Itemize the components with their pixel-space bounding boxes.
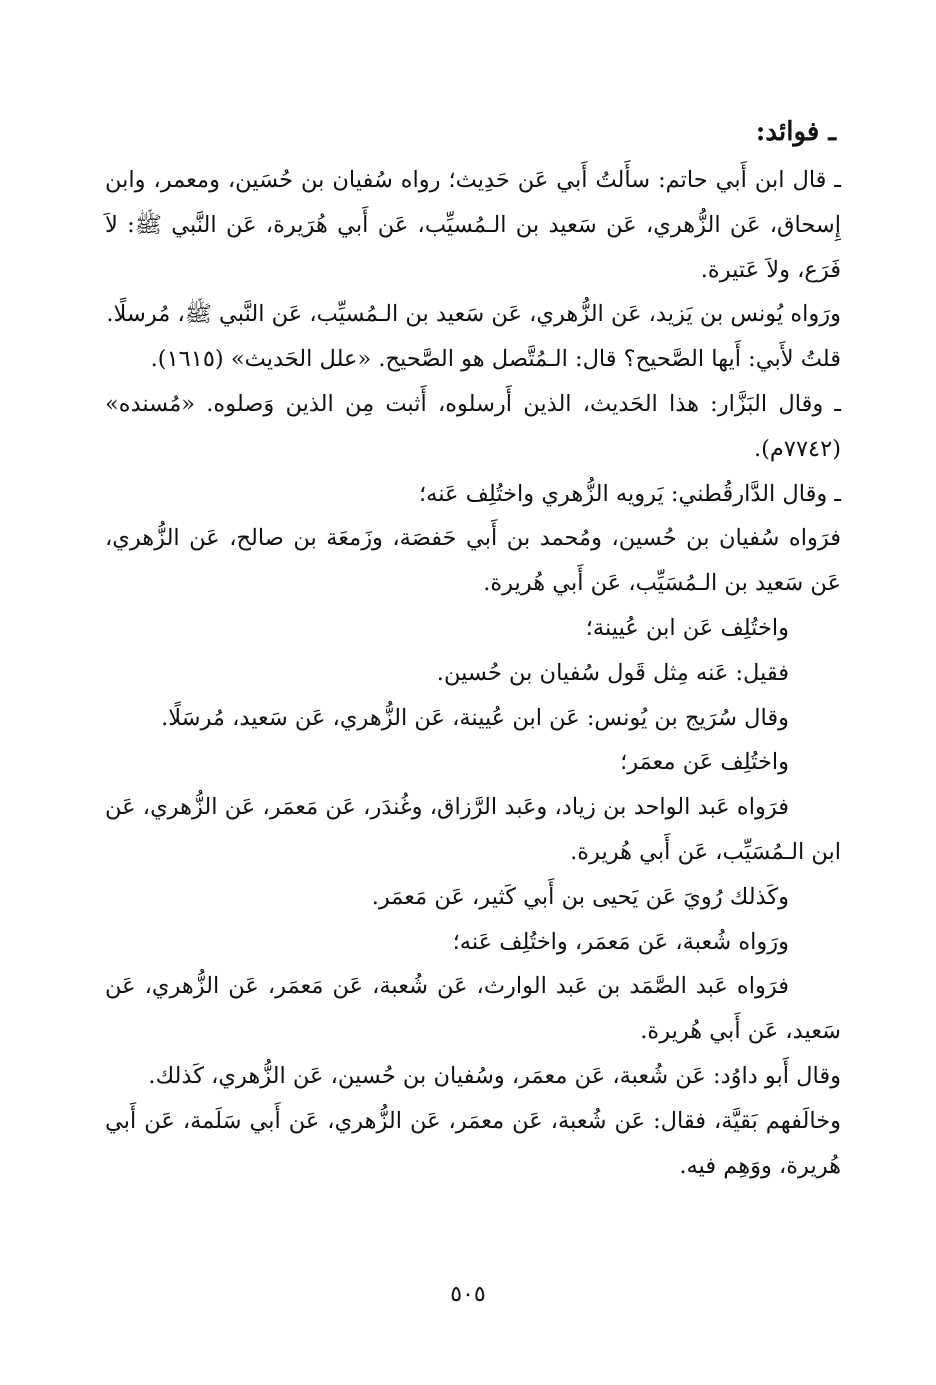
paragraph: وقال سُرَيج بن يُونس: عَن ابن عُيينة، عَن الزُّهري، عَن سَعيد، مُرسَلًا. [161,704,789,731]
paragraph: ورَواه يُونس بن يَزيد، عَن الزُّهري، عَن سَعيد بن الـمُسيِّب، عَن النَّبي ﷺ، مُرسلًا. [106,301,841,328]
paragraph: فرَواه عَبد الواحد بن زياد، وعَبد الرَّزاق، وغُندَر، عَن مَعمَر، عَن الزُّهري، عَن ابن الـمُسَيِّب، عَن أَبي هُريرة. [105,794,841,865]
paragraph: ـ وقال البَزَّار: هذا الحَديث، الذين أَرسلوه، أَثبت مِن الذين وَصلوه. «مُسنده» (٧٧٤٢م). [105,390,841,462]
paragraph: ـ قال ابن أَبي حاتم: سأَلتُ أَبي عَن حَدِيث؛ رواه سُفيان بن حُسَين، ومعمر، وابن إِسحاق، عَن الزُّهري، عَن سَعيد بن الـمُسيِّب، عَن أَبي هُرَيرة، عَن النَّبي ﷺ: لاَ فَرَع، ولاَ عَتيرة. [105,167,841,283]
paragraph: وخالَفهم بَقيَّة، فقال: عَن شُعبة، عَن معمَر، عَن الزُّهري، عَن أَبي سَلَمة، عَن أَبي هُريرة، ووَهِم فيه. [105,1107,841,1179]
paragraph: وكَذلك رُويَ عَن يَحيى بن أَبي كَثير، عَن مَعمَر. [371,883,789,910]
paragraph: قلتُ لأَبي: أَيها الصَّحيح؟ قال: الـمُتَّصل هو الصَّحيح. «علل الحَديث» (١٦١٥). [150,346,841,373]
paragraph: فقيل: عَنه مِثل قَول سُفيان بن حُسين. [436,659,789,686]
paragraph: ورَواه شُعبة، عَن مَعمَر، واختُلِف عَنه؛ [452,928,789,955]
paragraph: فرَواه عَبد الصَّمَد بن عَبد الوارث، عَن شُعبة، عَن مَعمَر، عَن الزُّهري، عَن سَعيد، عَن أَبي هُريرة. [105,973,841,1045]
body-text [105,158,841,1188]
page-number: ٥٠٥ [450,1282,486,1307]
paragraph: فرَواه سُفيان بن حُسين، ومُحمد بن أَبي حَفصَة، وزَمعَة بن صالح، عَن الزُّهري، عَن سَعيد بن الـمُسَيِّب، عَن أَبي هُريرة. [105,525,841,597]
paragraph: وقال أَبو داوُد: عَن شُعبة، عَن معمَر، وسُفيان بن حُسين، عَن الزُّهري، كَذلك. [148,1062,841,1089]
paragraph: ـ وقال الدَّارقُطني: يَرويه الزُّهري واختُلِف عَنه؛ [419,480,841,507]
paragraph: واختُلِف عَن معمَر؛ [620,749,789,776]
section-heading: ـ فوائد: [755,117,836,147]
paragraph: واختُلِف عَن ابن عُيينة؛ [585,614,789,641]
